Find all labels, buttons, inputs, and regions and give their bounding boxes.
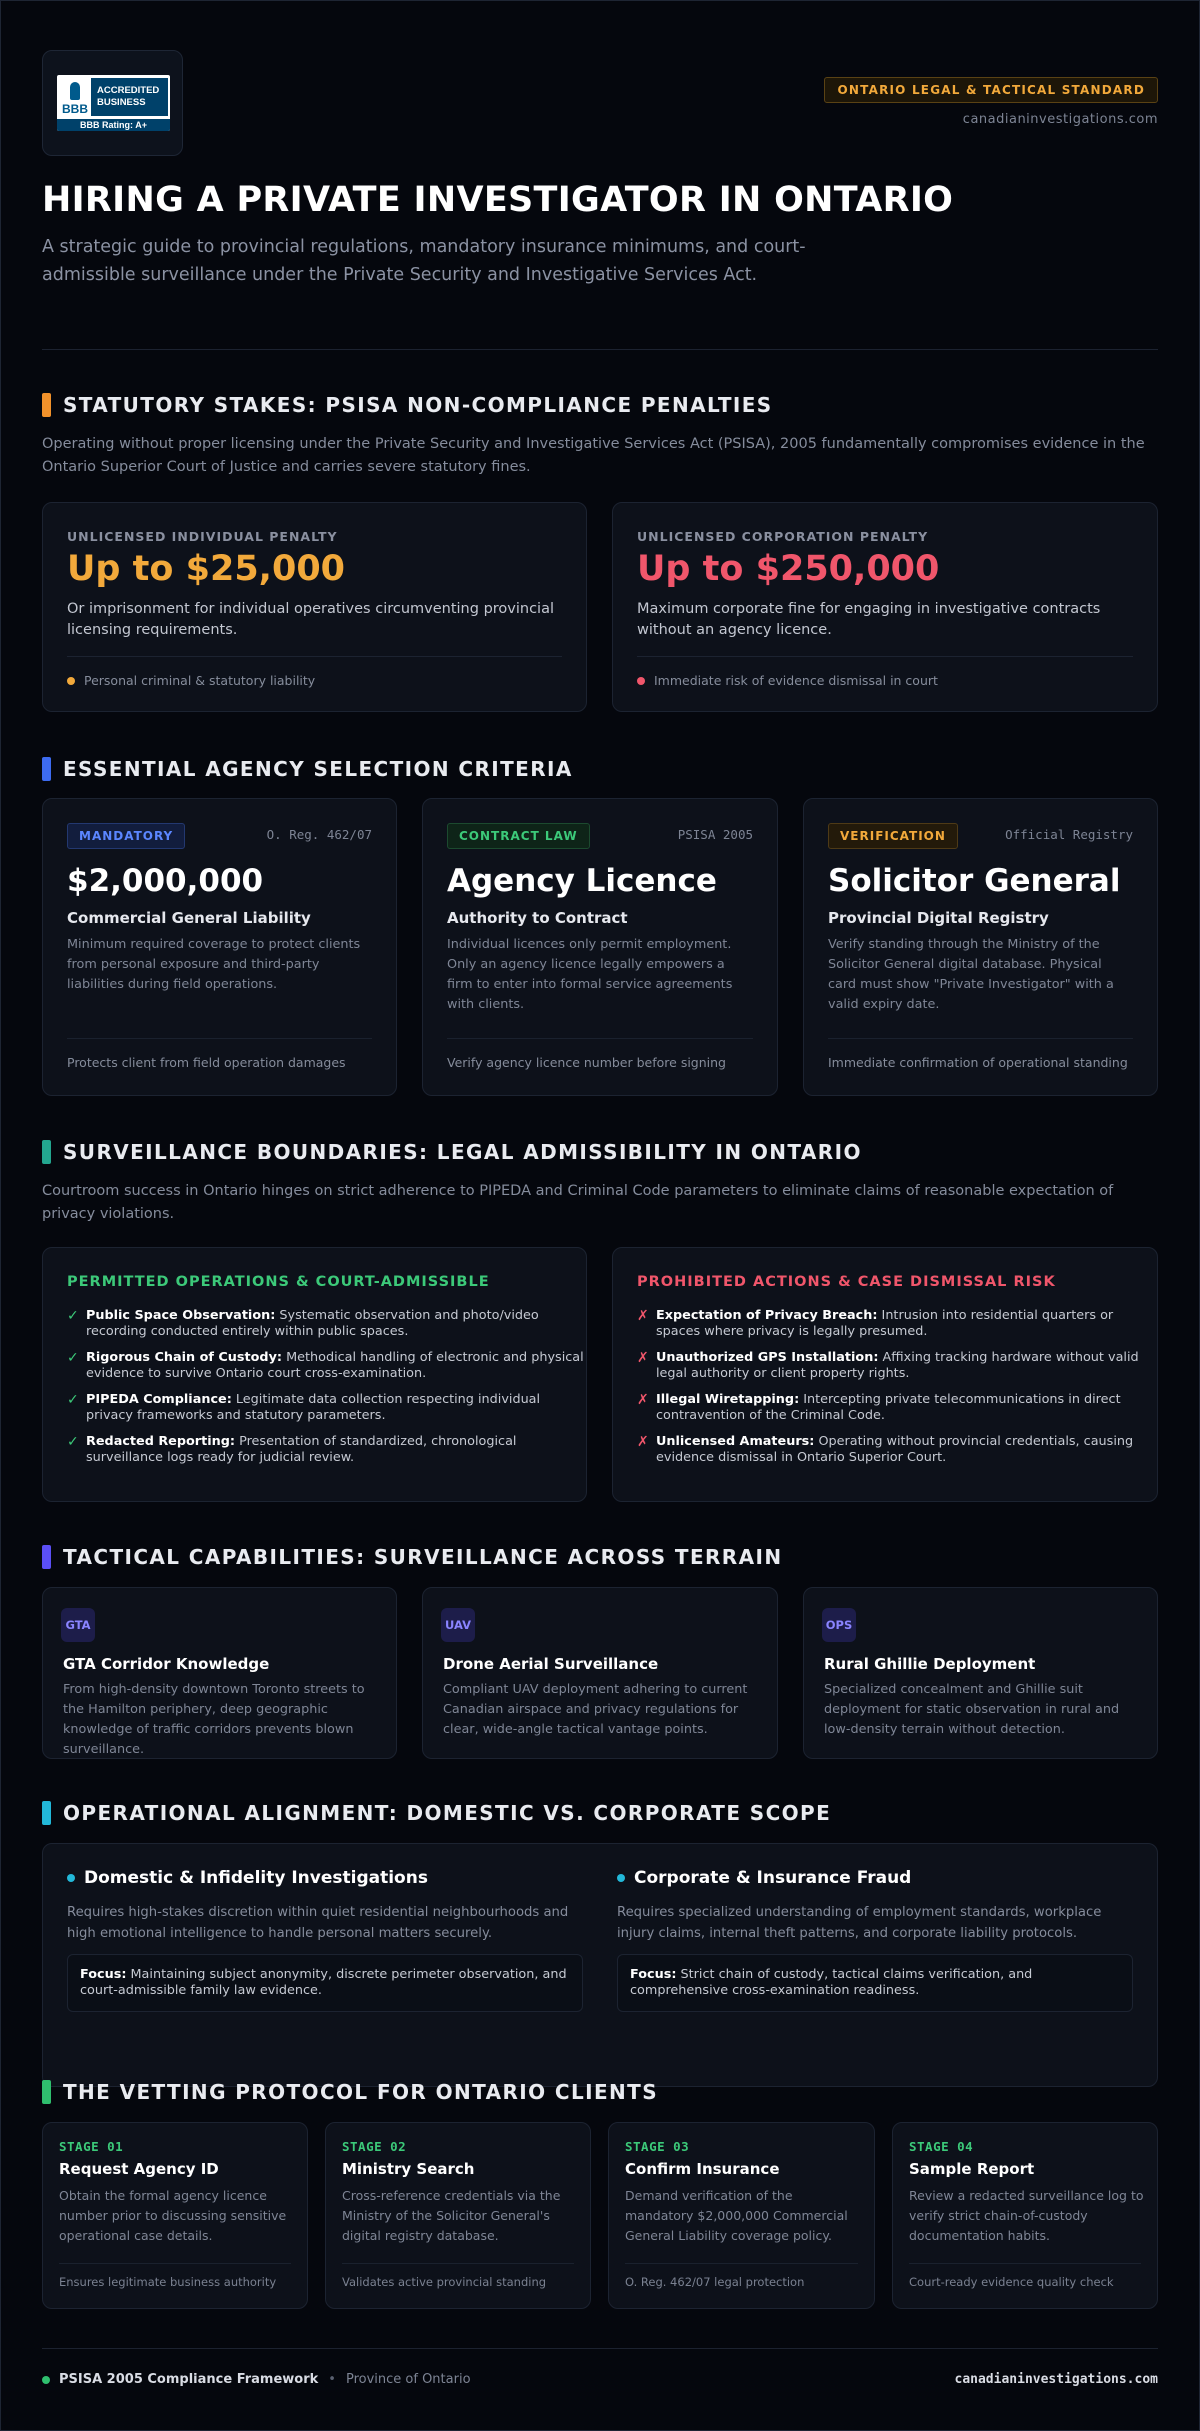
capability-title: Rural Ghillie Deployment <box>824 1655 1036 1673</box>
boundary-item-detail: Affixing tracking hardware without valid legal authority or client property rights. <box>656 1350 1139 1381</box>
footer-divider <box>42 2348 1158 2349</box>
scope-title-text: Corporate & Insurance Fraud <box>634 1868 912 1888</box>
penalty-amount: Up to $25,000 <box>67 549 346 589</box>
stage-footer: Validates active provincial standing <box>342 2275 547 2289</box>
boundary-item <box>637 1308 1157 1340</box>
focus-text: Strict chain of custody, tactical claims verification, and comprehensive cross-examination readiness. <box>630 1967 1033 1998</box>
focus-text: Maintaining subject anonymity, discrete perimeter observation, and court-admissible family law evidence. <box>80 1967 567 1998</box>
cross-icon: ✗ <box>637 1308 649 1324</box>
check-icon: ✓ <box>67 1350 79 1366</box>
cross-icon: ✗ <box>637 1434 649 1450</box>
capability-description: From high-density downtown Toronto streets to the Hamilton periphery, deep geographic knowledge of traffic corridors prevents blown surveillance. <box>63 1682 365 1757</box>
criteria-footer: Immediate confirmation of operational standing <box>828 1055 1128 1070</box>
tactical-section-header <box>42 1545 782 1569</box>
penalty-label: UNLICENSED CORPORATION PENALTY <box>637 529 929 544</box>
penalties-heading: STATUTORY STAKES: PSISA NON-COMPLIANCE PENALTIES <box>63 393 773 417</box>
scope-title <box>617 1868 911 1888</box>
focus-label: Focus: <box>80 1967 127 1982</box>
cross-icon: ✗ <box>637 1350 649 1366</box>
section-accent-bar <box>42 1801 51 1825</box>
focus-label: Focus: <box>630 1967 677 1982</box>
criteria-description: Minimum required coverage to protect clients from personal exposure and third-party liabilities during field operations. <box>67 937 361 992</box>
check-icon: ✓ <box>67 1392 79 1408</box>
scope-focus-box <box>67 1954 583 2012</box>
stage-number: STAGE 02 <box>342 2139 407 2154</box>
registry-criteria-card <box>803 798 1158 1096</box>
stage-card <box>325 2122 591 2309</box>
stage-footer: Ensures legitimate business authority <box>59 2275 277 2289</box>
insurance-criteria-card <box>42 798 397 1096</box>
boundary-item <box>67 1434 587 1466</box>
stage-title: Sample Report <box>909 2160 1035 2178</box>
header-divider <box>42 349 1158 350</box>
card-divider <box>909 2263 1141 2264</box>
licence-criteria-card <box>422 798 778 1096</box>
criteria-description: Verify standing through the Ministry of the Solicitor General digital database. Physical card must show "Private Investigator" with a valid expiry date. <box>828 937 1114 1012</box>
standard-badge: ONTARIO LEGAL & TACTICAL STANDARD <box>824 77 1158 103</box>
scope-title <box>67 1868 428 1888</box>
card-divider <box>67 1038 372 1039</box>
vetting-section-header <box>42 2080 658 2104</box>
boundary-item-title: Unlicensed Amateurs: <box>656 1434 815 1449</box>
header-site-url[interactable]: canadianinvestigations.com <box>962 112 1158 127</box>
card-divider <box>637 656 1133 657</box>
gta-icon: GTA <box>61 1608 95 1642</box>
boundary-item-text <box>86 1392 587 1424</box>
bbb-torch-icon: BBB <box>61 78 89 116</box>
scope-focus-box <box>617 1954 1133 2012</box>
penalty-note-text: Personal criminal & statutory liability <box>84 673 316 688</box>
capability-title: GTA Corridor Knowledge <box>63 1655 270 1673</box>
prohibited-heading: PROHIBITED ACTIONS & CASE DISMISSAL RISK <box>637 1274 1056 1290</box>
vetting-heading: THE VETTING PROTOCOL FOR ONTARIO CLIENTS <box>63 2080 658 2104</box>
boundary-item-title: Expectation of Privacy Breach: <box>656 1308 878 1323</box>
criteria-reference: PSISA 2005 <box>677 827 753 842</box>
prohibited-list <box>637 1308 1157 1476</box>
capability-description: Specialized concealment and Ghillie suit deployment for static observation in rural and low-density terrain without detection. <box>824 1682 1120 1737</box>
uav-icon: UAV <box>441 1608 475 1642</box>
scope-description: Requires high-stakes discretion within quiet residential neighbourhoods and high emotional intelligence to handle personal matters securely. <box>67 1905 569 1941</box>
scope-title-text: Domestic & Infidelity Investigations <box>84 1868 428 1888</box>
boundary-item-title: Illegal Wiretapping: <box>656 1392 800 1407</box>
gta-capability-card <box>42 1587 397 1759</box>
red-dot-icon <box>637 677 645 685</box>
section-accent-bar <box>42 393 51 417</box>
section-accent-bar <box>42 2080 51 2104</box>
boundary-item <box>67 1308 587 1340</box>
operational-heading: OPERATIONAL ALIGNMENT: DOMESTIC VS. CORPORATE SCOPE <box>63 1801 832 1825</box>
stage-title: Ministry Search <box>342 2160 475 2178</box>
permitted-list <box>67 1308 587 1476</box>
boundary-item <box>67 1350 587 1382</box>
criteria-value: Solicitor General <box>828 863 1121 899</box>
penalty-note-text: Immediate risk of evidence dismissal in court <box>654 673 938 688</box>
criteria-value: $2,000,000 <box>67 863 264 899</box>
card-divider <box>67 656 562 657</box>
stage-description: Review a redacted surveillance log to verify strict chain-of-custody documentation habits. <box>909 2188 1144 2243</box>
boundary-item-detail: Legitimate data collection respecting individual privacy frameworks and statutory parameters. <box>86 1392 541 1423</box>
stage-card <box>892 2122 1158 2309</box>
penalty-note <box>67 673 315 688</box>
footer-separator: • <box>328 2372 336 2387</box>
section-accent-bar <box>42 1140 51 1164</box>
ops-icon: OPS <box>822 1608 856 1642</box>
boundary-item-title: Unauthorized GPS Installation: <box>656 1350 879 1365</box>
footer-framework: PSISA 2005 Compliance Framework <box>59 2372 319 2387</box>
boundary-item-detail: Operating without provincial credentials, causing evidence dismissal in Ontario Superior Court. <box>656 1434 1134 1465</box>
cyan-dot-icon <box>67 1874 75 1882</box>
bbb-accredited-logo[interactable] <box>57 75 170 131</box>
stage-footer: Court-ready evidence quality check <box>909 2275 1114 2289</box>
card-divider <box>625 2263 858 2264</box>
logo-container <box>42 50 183 156</box>
boundary-item-text <box>86 1308 587 1340</box>
criteria-reference: O. Reg. 462/07 <box>266 827 372 842</box>
section-accent-bar <box>42 1545 51 1569</box>
verification-tag: VERIFICATION <box>828 823 958 849</box>
boundary-item-title: Rigorous Chain of Custody: <box>86 1350 283 1365</box>
permitted-operations-card <box>42 1247 587 1502</box>
check-icon: ✓ <box>67 1434 79 1450</box>
cyan-dot-icon <box>617 1874 625 1882</box>
boundary-item-text <box>86 1350 587 1382</box>
criteria-section-header <box>42 757 573 781</box>
penalty-note <box>637 673 938 688</box>
uav-capability-card <box>422 1587 778 1759</box>
boundary-item-text <box>656 1350 1157 1382</box>
check-icon: ✓ <box>67 1308 79 1324</box>
stage-card <box>42 2122 308 2309</box>
boundaries-heading: SURVEILLANCE BOUNDARIES: LEGAL ADMISSIBILITY IN ONTARIO <box>63 1140 862 1164</box>
footer-left <box>42 2372 471 2387</box>
penalty-description: Or imprisonment for individual operatives circumventing provincial licensing requirements. <box>67 601 554 638</box>
boundary-item <box>637 1350 1157 1382</box>
boundaries-section-header <box>42 1140 862 1164</box>
boundary-item <box>637 1392 1157 1424</box>
stage-description: Cross-reference credentials via the Ministry of the Solicitor General's digital registry database. <box>342 2188 561 2243</box>
stage-number: STAGE 04 <box>909 2139 974 2154</box>
penalties-intro: Operating without proper licensing under the Private Security and Investigative Services Act (PSISA), 2005 fundamentally compromises evidence in the Ontario Superior Court of Justice and carries severe statutory fines. <box>42 436 1145 475</box>
prohibited-actions-card <box>612 1247 1158 1502</box>
operational-section-header <box>42 1801 831 1825</box>
boundaries-intro: Courtroom success in Ontario hinges on strict adherence to PIPEDA and Criminal Code parameters to eliminate claims of reasonable expectation of privacy violations. <box>42 1183 1114 1222</box>
penalty-label: UNLICENSED INDIVIDUAL PENALTY <box>67 529 338 544</box>
bbb-accredited-text: ACCREDITED BUSINESS <box>91 78 168 116</box>
card-divider <box>59 2263 291 2264</box>
criteria-subtitle: Provincial Digital Registry <box>828 909 1049 927</box>
boundary-item <box>637 1434 1157 1466</box>
criteria-heading: ESSENTIAL AGENCY SELECTION CRITERIA <box>63 757 573 781</box>
operational-scope-card <box>42 1843 1158 2087</box>
corporation-penalty-card <box>612 502 1158 712</box>
card-divider <box>342 2263 574 2264</box>
green-dot-icon <box>42 2376 50 2384</box>
stage-number: STAGE 01 <box>59 2139 124 2154</box>
penalties-section-header <box>42 393 773 417</box>
stage-title: Confirm Insurance <box>625 2160 780 2178</box>
penalty-description: Maximum corporate fine for engaging in investigative contracts without an agency licence. <box>637 601 1101 638</box>
criteria-subtitle: Commercial General Liability <box>67 909 311 927</box>
stage-number: STAGE 03 <box>625 2139 690 2154</box>
penalty-amount: Up to $250,000 <box>637 549 940 589</box>
criteria-subtitle: Authority to Contract <box>447 909 628 927</box>
stage-card <box>608 2122 875 2309</box>
boundary-item-detail: Intercepting private telecommunications in direct contravention of the Criminal Code. <box>656 1392 1121 1423</box>
stage-title: Request Agency ID <box>59 2160 219 2178</box>
boundary-item-title: Redacted Reporting: <box>86 1434 236 1449</box>
criteria-description: Individual licences only permit employment. Only an agency licence legally empowers a firm to enter into formal service agreements with clients. <box>447 937 733 1012</box>
permitted-heading: PERMITTED OPERATIONS & COURT-ADMISSIBLE <box>67 1274 490 1290</box>
stage-description: Demand verification of the mandatory $2,000,000 Commercial General Liability coverage policy. <box>625 2188 848 2243</box>
contract-law-tag: CONTRACT LAW <box>447 823 590 849</box>
boundary-item-text <box>656 1434 1157 1466</box>
capability-description: Compliant UAV deployment adhering to current Canadian airspace and privacy regulations for clear, wide-angle tactical vantage points. <box>443 1682 748 1737</box>
criteria-footer: Verify agency licence number before signing <box>447 1055 726 1070</box>
card-divider <box>828 1038 1133 1039</box>
boundary-item-detail: Intrusion into residential quarters or spaces where privacy is legally presumed. <box>656 1308 1114 1339</box>
amber-dot-icon <box>67 677 75 685</box>
boundary-item-detail: Systematic observation and photo/video recording conducted entirely within public spaces. <box>86 1308 539 1339</box>
bbb-rating: BBB Rating: A+ <box>57 119 170 131</box>
mandatory-tag: MANDATORY <box>67 823 185 849</box>
individual-penalty-card <box>42 502 587 712</box>
tactical-heading: TACTICAL CAPABILITIES: SURVEILLANCE ACROSS TERRAIN <box>63 1545 783 1569</box>
page-subtitle: A strategic guide to provincial regulations, mandatory insurance minimums, and court-admissible surveillance under the Private Security and Investigative Services Act. <box>42 237 806 285</box>
boundary-item <box>67 1392 587 1424</box>
boundary-item-text <box>86 1434 587 1466</box>
capability-title: Drone Aerial Surveillance <box>443 1655 659 1673</box>
criteria-value: Agency Licence <box>447 863 717 899</box>
footer-site-link[interactable]: canadianinvestigations.com <box>954 2372 1158 2387</box>
boundary-item-text <box>656 1308 1157 1340</box>
boundary-item-text <box>656 1392 1157 1424</box>
stage-footer: O. Reg. 462/07 legal protection <box>625 2275 805 2289</box>
page-title: HIRING A PRIVATE INVESTIGATOR IN ONTARIO <box>42 180 954 220</box>
section-accent-bar <box>42 757 51 781</box>
card-divider <box>447 1038 753 1039</box>
cross-icon: ✗ <box>637 1392 649 1408</box>
boundary-item-detail: Methodical handling of electronic and physical evidence to survive Ontario court cross-examination. <box>86 1350 584 1381</box>
scope-description: Requires specialized understanding of employment standards, workplace injury claims, internal theft patterns, and corporate liability protocols. <box>617 1905 1102 1941</box>
boundary-item-title: PIPEDA Compliance: <box>86 1392 232 1407</box>
ops-capability-card <box>803 1587 1158 1759</box>
stage-description: Obtain the formal agency licence number prior to discussing sensitive operational case details. <box>59 2188 287 2243</box>
boundary-item-detail: Presentation of standardized, chronological surveillance logs ready for judicial review. <box>86 1434 517 1465</box>
criteria-footer: Protects client from field operation damages <box>67 1055 346 1070</box>
boundary-item-title: Public Space Observation: <box>86 1308 276 1323</box>
footer-province: Province of Ontario <box>345 2372 471 2387</box>
criteria-reference: Official Registry <box>1005 827 1133 842</box>
